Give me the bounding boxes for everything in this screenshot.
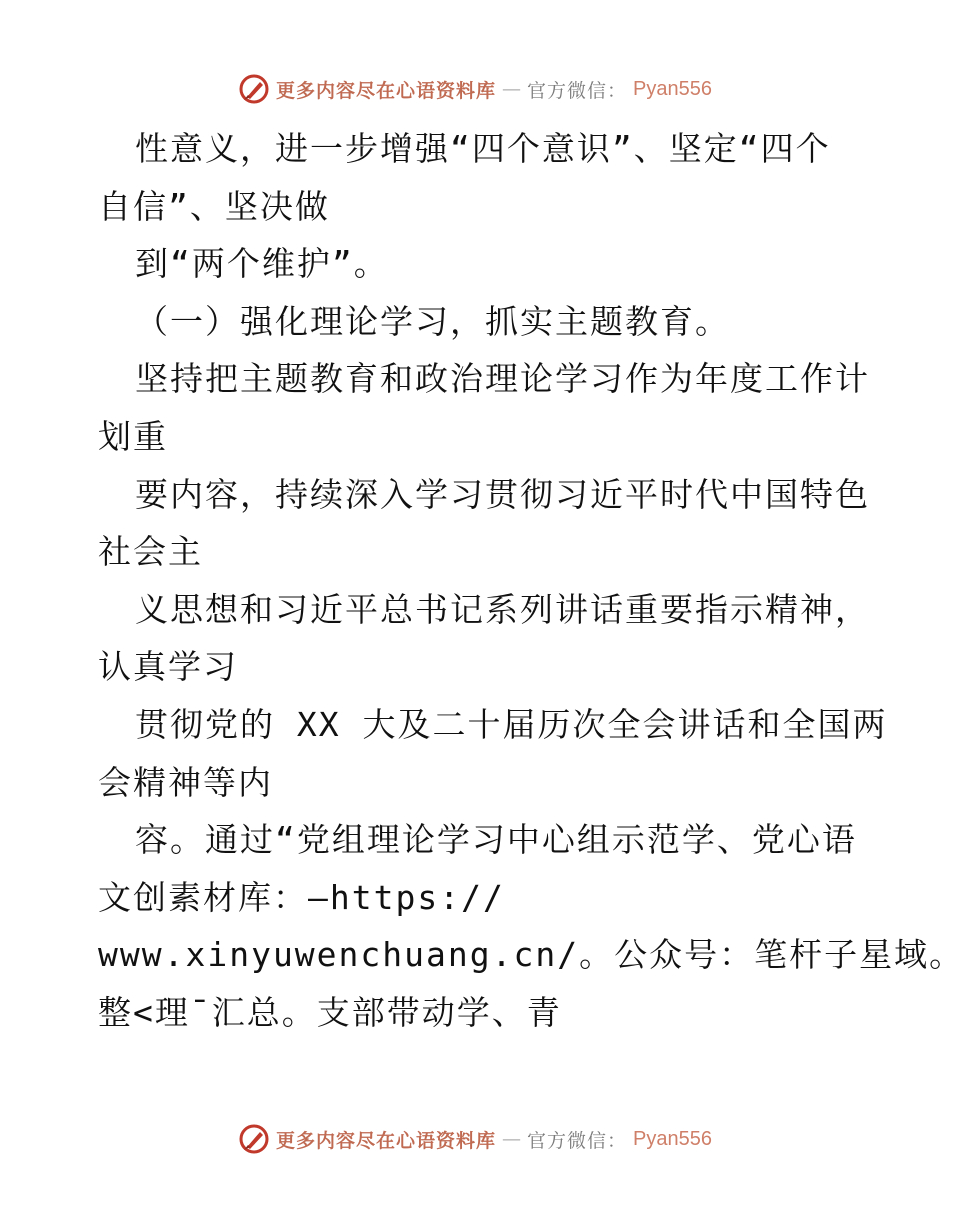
header-brand: 更多内容尽在心语资料库	[276, 79, 497, 102]
text-line: 要内容，持续深入学习贯彻习近平时代中国特色	[135, 474, 870, 514]
text-line: 义思想和习近平总书记系列讲话重要指示精神，	[135, 589, 870, 629]
text-line: 认真学习	[98, 647, 238, 687]
text-line: 整<理¯汇总。支部带动学、青	[98, 992, 562, 1032]
footer-separator: —	[502, 1128, 522, 1150]
header-separator: —	[502, 78, 522, 100]
text-line: 文创素材库：—https://	[98, 877, 505, 917]
text-line: 容。通过“党组理论学习中心组示范学、党心语	[135, 820, 857, 860]
footer-brand: 更多内容尽在心语资料库	[276, 1129, 497, 1152]
text-line: 到“两个维护”。	[135, 244, 389, 284]
footer-account: Pyan556	[633, 1127, 712, 1150]
text-line: 划重	[98, 416, 168, 456]
section-heading: （一）强化理论学习，抓实主题教育。	[135, 301, 730, 341]
header-banner	[0, 73, 950, 105]
header-account: Pyan556	[633, 77, 712, 100]
text-line: 坚持把主题教育和政治理论学习作为年度工作计	[135, 359, 870, 399]
pen-logo-icon	[238, 73, 270, 105]
header-official: 官方微信：	[527, 79, 628, 102]
footer-banner	[0, 1123, 950, 1155]
text-line: 贯彻党的 XX 大及二十届历次全会讲话和全国两	[135, 704, 888, 744]
document-body	[98, 120, 964, 1042]
footer-official: 官方微信：	[527, 1129, 628, 1152]
text-line: 社会主	[98, 532, 203, 572]
text-line: 会精神等内	[98, 762, 273, 802]
pen-logo-icon	[238, 1123, 270, 1155]
text-line: 性意义，进一步增强“四个意识”、坚定“四个	[135, 129, 831, 168]
text-line: 自信”、坚决做	[98, 186, 330, 226]
url-line: www.xinyuwenchuang.cn/。公众号：笔杆子星域。	[98, 935, 964, 975]
